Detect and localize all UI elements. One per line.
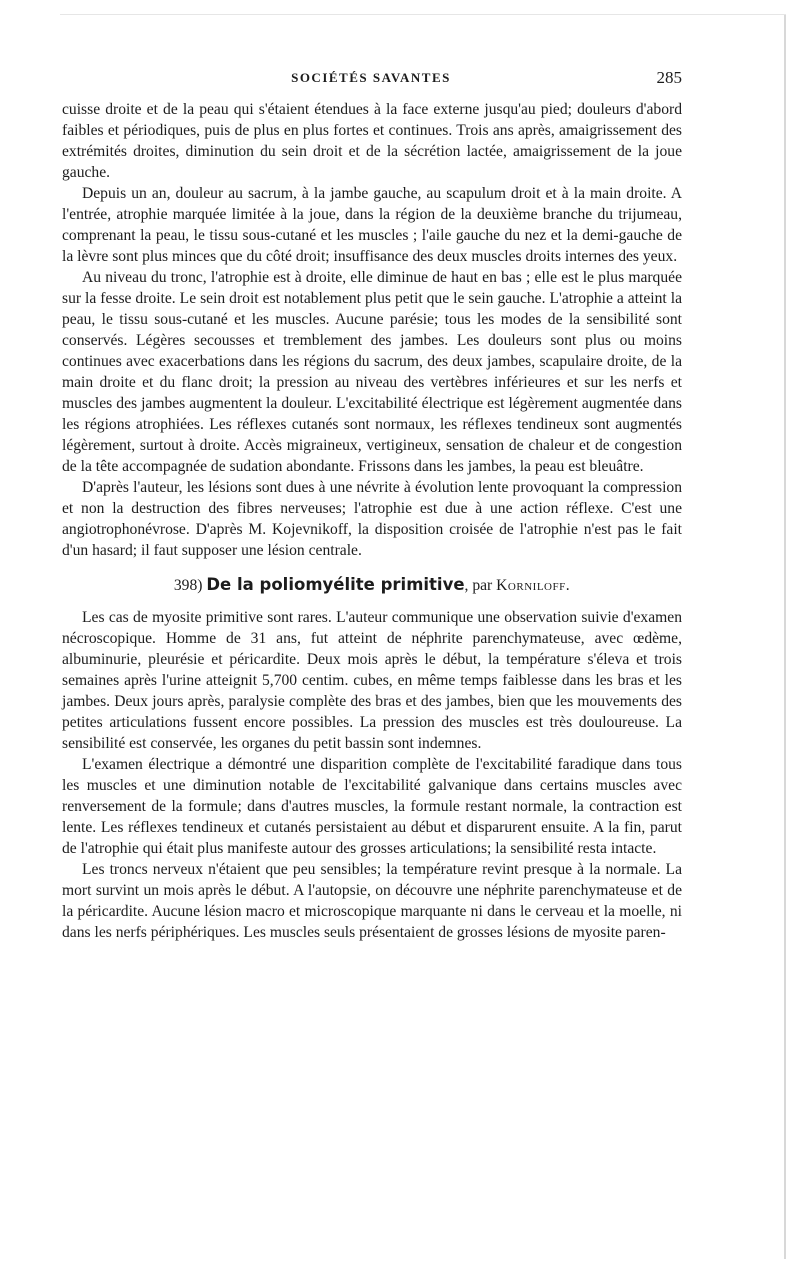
running-head: [60, 70, 682, 92]
section-author: Korniloff.: [496, 577, 571, 594]
page-number: 285: [656, 68, 682, 87]
page-top-edge: [60, 14, 786, 15]
paragraph: Les troncs nerveux n'étaient que peu sensibles; la température revint presque à la normale. La mort survint un mois après le début. A l'autopsie, on découvre une néphrite parenchymateuse et de la péricardite. Aucune lésion macro et microscopique marquante ni dans le cerveau et la moelle, ni dans les nerfs périphériques. Les muscles seuls présentaient de grosses lésions de myosite paren-: [62, 861, 682, 941]
paragraph-continuation: cuisse droite et de la peau qui s'étaient étendues à la face externe jusqu'au pied; douleurs d'abord faibles et périodiques, puis de plus en plus fortes et continues. Trois ans après, amaigrissement des extrémités droites, diminution du sein droit et de la sécrétion lactée, amaigrissement de la joue gauche.: [62, 101, 682, 181]
paragraph: Depuis un an, douleur au sacrum, à la jambe gauche, au scapulum droit et à la main droite. A l'entrée, atrophie marquée limitée à la joue, dans la région de la deuxième branche du trijumeau, comprenant la peau, le tissu sous-cutané et les muscles ; l'aile gauche du nez et la demi-gauche de la lèvre sont plus minces que du côté droit; insuffisance des deux muscles droits internes des yeux.: [62, 185, 682, 265]
section-by: , par: [464, 577, 493, 594]
section-heading: [62, 574, 682, 596]
paragraph: Les cas de myosite primitive sont rares. L'auteur communique une observation suivie d'examen nécroscopique. Homme de 31 ans, fut atteint de néphrite parenchymateuse, avec œdème, albuminurie, pleurésie et péricardite. Deux mois après le début, la température s'éleva et trois semaines après l'urine atteignit 5,700 centim. cubes, en même temps faiblesse dans les bras et les jambes. Deux jours après, paralysie complète des bras et des jambes, bien que les mouvements des petites articulations fussent encore possibles. La pression des muscles est très douloureuse. La sensibilité est conservée, les organes du petit bassin sont indemnes.: [62, 609, 682, 752]
section-number: 398): [173, 577, 203, 594]
paragraph: D'après l'auteur, les lésions sont dues à une névrite à évolution lente provoquant la compression et non la destruction des fibres nerveuses; l'atrophie est due à une action réflexe. C'est une angiotrophonévrose. D'après M. Kojevnikoff, la disposition croisée de l'atrophie n'est pas le fait d'un hasard; il faut supposer une lésion centrale.: [62, 479, 682, 559]
paragraph: Au niveau du tronc, l'atrophie est à droite, elle diminue de haut en bas ; elle est le plus marquée sur la fesse droite. Le sein droit est notablement plus petit que le sein gauche. L'atrophie a atteint la peau, le tissu sous-cutané et les muscles. Aucune parésie; tous les modes de la sensibilité sont conservés. Légères secousses et tremblement des jambes. Les douleurs sont plus ou moins continues avec exacerbations dans les régions du sacrum, des deux jambes, scapulaire droite, de la main droite et du flanc droit; la pression au niveau des vertèbres inférieures et sur les nerfs et muscles des jambes augmentent la douleur. L'excitabilité électrique est légèrement augmentée dans les régions atrophiées. Les réflexes cutanés sont normaux, les réflexes tendineux sont augmentés légèrement, surtout à droite. Accès migraineux, vertigineux, sensation de chaleur et de congestion de la tête accompagnée de sudation abondante. Frissons dans les jambes, la peau est bleuâtre.: [62, 269, 682, 475]
body-text: [62, 99, 682, 943]
page-edge-shadow: [784, 14, 786, 1259]
running-title: SOCIÉTÉS SAVANTES: [291, 70, 451, 85]
section-title: De la poliomyélite primitive: [206, 575, 465, 594]
paragraph: L'examen électrique a démontré une disparition complète de l'excitabilité faradique dans tous les muscles et une diminution notable de l'excitabilité galvanique dans certains muscles avec renversement de la formule; dans d'autres muscles, la formule restant normale, la contraction est lente. Les réflexes tendineux et cutanés persistaient au début et disparurent ensuite. A la fin, parut de l'atrophie qui était plus manifeste autour des grosses articulations; la sensibilité resta intacte.: [62, 756, 682, 857]
